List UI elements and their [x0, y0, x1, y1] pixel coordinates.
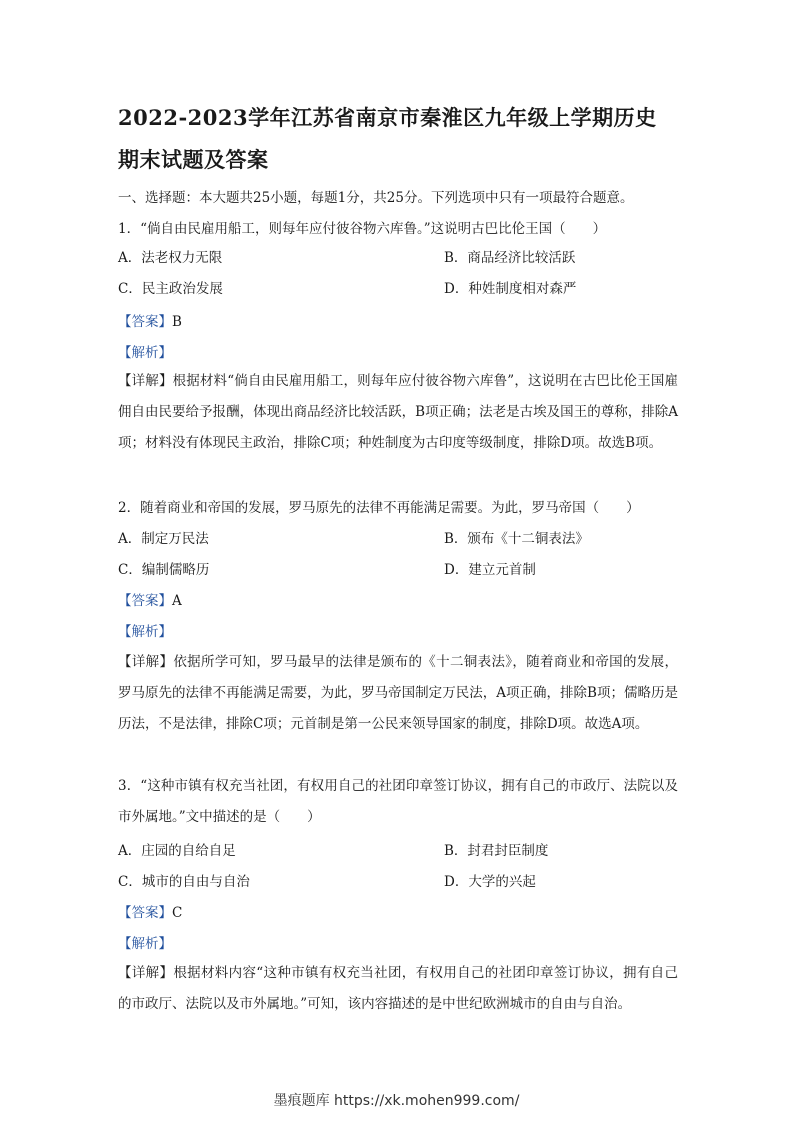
question-1-stem: 1．“倘自由民雇用船工，则每年应付彼谷物六库鲁。”这说明古巴比伦王国（ ）: [118, 221, 607, 237]
section-heading: 一、选择题：本大题共25小题，每题1分，共25分。下列选项中只有一项最符合题意。: [118, 190, 634, 206]
question-2-option-d: D．建立元首制: [444, 562, 536, 578]
question-3-stem: 3．“这种市镇有权充当社团，有权用自己的社团印章签订协议，拥有自己的市政厅、法院以及市外属地。”文中描述的是（ ）: [118, 778, 678, 825]
question-3-option-a: A．庄园的自给自足: [118, 843, 236, 859]
page-title: 2022-2023学年江苏省南京市秦淮区九年级上学期历史期末试题及答案: [118, 105, 657, 172]
analysis-tag: 【解析】: [118, 345, 172, 361]
analysis-tag: 【解析】: [118, 936, 172, 952]
answer-value: C: [172, 905, 183, 921]
question-1-detail: [118, 366, 678, 459]
page-footer: 墨痕题库 https://xk.mohen999.com/: [273, 1093, 520, 1109]
question-1-option-b: B．商品经济比较活跃: [444, 250, 576, 266]
question-2-stem: 2．随着商业和帝国的发展，罗马原先的法律不再能满足需要。为此，罗马帝国（ ）: [118, 500, 640, 516]
question-3-option-d: D．大学的兴起: [444, 874, 536, 890]
question-2-option-a: A．制定万民法: [118, 531, 209, 547]
analysis-tag: 【解析】: [118, 624, 172, 640]
question-2-analysis-tag: [118, 622, 678, 642]
question-2-option-b: B．颁布《十二铜表法》: [444, 531, 589, 547]
question-3-option-c: C．城市的自由与自治: [118, 874, 250, 890]
question-1-option-c: C．民主政治发展: [118, 281, 223, 297]
question-2-answer: [118, 591, 678, 611]
question-3-detail: [118, 958, 678, 1020]
answer-value: B: [172, 314, 182, 330]
answer-tag: 【答案】: [118, 593, 172, 609]
detail-text: 根据材料“倘自由民雇用船工，则每年应付彼谷物六库鲁”，这说明在古巴比伦王国雇佣自由民要给予报酬，体现出商品经济比较活跃，B项正确；法老是古埃及国王的尊称，排除A项；材料没有体现民主政治，排除C项；种姓制度为古印度等级制度，排除D项。故选B项。: [118, 373, 678, 451]
detail-tag: 【详解】: [118, 654, 174, 670]
answer-value: A: [172, 593, 182, 609]
question-3-analysis-tag: [118, 934, 678, 954]
detail-tag: 【详解】: [118, 965, 174, 981]
detail-text: 依据所学可知，罗马最早的法律是颁布的《十二铜表法》，随着商业和帝国的发展，罗马原先的法律不再能满足需要，为此，罗马帝国制定万民法，A项正确，排除B项；儒略历是历法，不是法律，排除C项；元首制是第一公民来领导国家的制度，排除D项。故选A项。: [118, 654, 679, 732]
question-2-option-c: C．编制儒略历: [118, 562, 210, 578]
answer-tag: 【答案】: [118, 314, 172, 330]
question-1-option-d: D．种姓制度相对森严: [444, 281, 577, 297]
question-3-answer: [118, 903, 678, 923]
question-1-answer: [118, 312, 678, 332]
question-3-option-b: B．封君封臣制度: [444, 843, 549, 859]
detail-tag: 【详解】: [118, 373, 173, 389]
detail-text: 根据材料内容“这种市镇有权充当社团，有权用自己的社团印章签订协议，拥有自己的市政厅、法院以及市外属地。”可知，该内容描述的是中世纪欧洲城市的自由与自治。: [118, 965, 678, 1012]
answer-tag: 【答案】: [118, 905, 172, 921]
question-1-option-a: A．法老权力无限: [118, 250, 223, 266]
question-2-detail: [118, 647, 678, 740]
question-1-analysis-tag: [118, 343, 678, 363]
